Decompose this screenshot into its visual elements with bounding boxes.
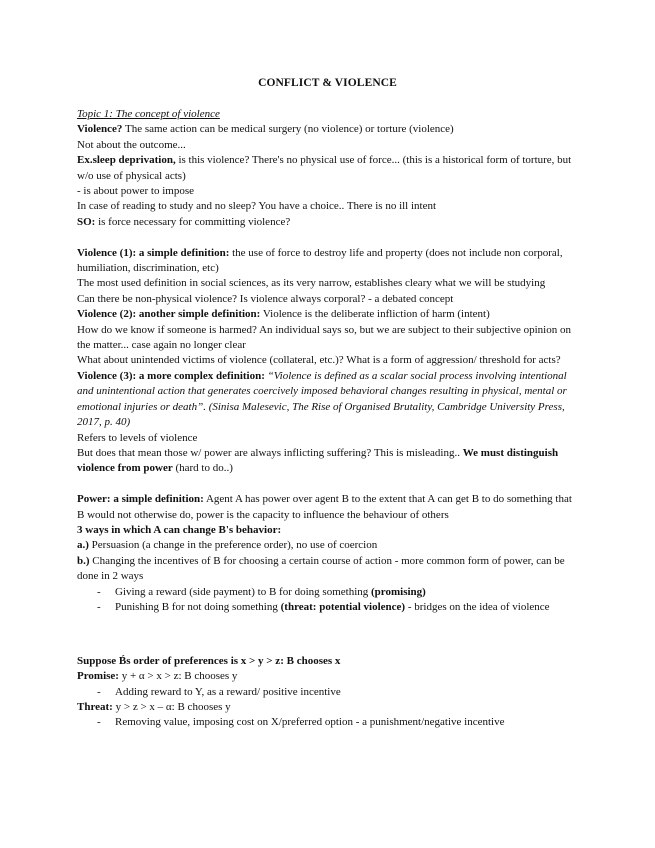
line-text: Punishing B for not doing something [115, 600, 281, 613]
bold-term: Suppose B́s order of preferences is x > y > z: B chooses x [77, 654, 341, 667]
definition-1 [77, 246, 577, 277]
list-item-text: Removing value, imposing cost on X/preferred option - a punishment/negative incentive [115, 716, 505, 729]
paragraph-line: - is about power to impose [77, 185, 195, 198]
definition-3 [77, 369, 577, 431]
line-text: Changing the incentives of B for choosing a certain course of action - more common form of power, can be done in 2 ways [77, 554, 565, 583]
power-definition [77, 492, 577, 523]
list-item [97, 585, 577, 600]
bold-term: Violence (1): a simple definition: [77, 246, 230, 259]
bullet-dash: - [97, 685, 101, 698]
paragraph-line: Can there be non-physical violence? Is violence always corporal? - a debated concept [77, 292, 454, 305]
bold-term: Promise: [77, 670, 119, 683]
bold-term: Threat: [77, 700, 113, 713]
line-text: is this violence? There's no physical use of force... (this is a historical form of torture, but w/o use of physical acts) [77, 154, 572, 182]
paragraph-line: Not about the outcome... [77, 138, 186, 151]
preferences-heading [77, 654, 577, 669]
spacer [77, 615, 577, 638]
ways-heading [77, 523, 577, 538]
line-text: But does that mean those w/ power are always inflicting suffering? This is misleading.. [77, 446, 463, 459]
paragraph-line [77, 215, 577, 230]
line-text: y > z > x – α: B chooses y [112, 700, 231, 713]
document-title: CONFLICT & VIOLENCE [258, 77, 397, 89]
list-item [97, 685, 577, 700]
paragraph-line: How do we know if someone is harmed? An individual says so, but we are subject to their subjective opinion on the matter... case again no longer clear [77, 323, 571, 352]
line-text: y + α > x > z: B chooses y [118, 670, 238, 683]
bold-term: (promising) [371, 585, 426, 598]
bold-term: b.) [77, 554, 90, 567]
bullet-dash: - [97, 600, 101, 613]
line-text: Persuasion (a change in the preference order), no use of coercion [88, 539, 378, 552]
spacer [77, 230, 577, 245]
document-body [77, 107, 577, 731]
quote-text: “Violence is defined as a scalar social process involving intentional and unintentional action that generates coercively imposed behavioral changes resulting in physical, mental or emotional injuries or death”. (Sinisa Malesevic, The Rise of Organised Brutality, Cambridge University Press, 2017, p. 40) [77, 369, 567, 429]
list-item [97, 600, 577, 615]
bold-term: Violence? [77, 123, 123, 136]
line-text: Agent A has power over agent B to the extent that A can get B to do something that B would not otherwise do, power is the capacity to influence the behaviour of others [77, 493, 572, 521]
bold-term: We must distinguish violence from power [77, 446, 559, 475]
bold-term: 3 ways in which A can change B's behavior: [77, 523, 282, 536]
bold-term: Violence (3): a more complex definition: [77, 369, 265, 382]
paragraph-line: The most used definition in social sciences, as its very narrow, establishes cleary what we will be studying [77, 277, 546, 290]
line-text: Violence is the deliberate infliction of harm (intent) [260, 308, 490, 321]
line-text: Giving a reward (side payment) to B for doing something [115, 585, 372, 598]
line-text: is force necessary for committing violence? [95, 215, 291, 228]
way-b [77, 554, 577, 585]
list-item-text [115, 585, 577, 600]
threat-line [77, 700, 577, 715]
bullet-dash: - [97, 585, 101, 598]
definition-2 [77, 307, 577, 322]
list-item-text [115, 600, 577, 615]
bullet-dash: - [97, 716, 101, 729]
paragraph-line [77, 446, 577, 477]
paragraph-line: What about unintended victims of violence (collateral, etc.)? What is a form of aggression/ threshold for acts? [77, 354, 561, 367]
bold-term: a.) [77, 539, 89, 552]
bold-term: Ex.sleep deprivation, [77, 154, 176, 167]
way-a [77, 538, 577, 553]
bold-term: (threat: potential violence) [280, 600, 406, 613]
promise-line [77, 669, 577, 684]
paragraph-line [77, 153, 577, 184]
line-text: - bridges on the idea of violence [405, 600, 550, 613]
list-item [97, 715, 577, 730]
bold-term: Power: a simple definition: [77, 493, 204, 506]
bold-term: Violence (2): another simple definition: [77, 308, 261, 321]
spacer [77, 638, 577, 653]
paragraph-line: In case of reading to study and no sleep? You have a choice.. There is no ill intent [77, 200, 437, 213]
list-item-text: Adding reward to Y, as a reward/ positive incentive [115, 685, 341, 698]
paragraph-line: Refers to levels of violence [77, 431, 198, 444]
bold-term: SO: [77, 215, 96, 228]
line-text: The same action can be medical surgery (no violence) or torture (violence) [122, 123, 454, 136]
line-text: the use of force to destroy life and property (does not include non corporal, humiliation, discrimination, etc) [77, 246, 563, 275]
paragraph-line [77, 122, 577, 137]
line-text: (hard to do..) [172, 462, 233, 475]
spacer [77, 477, 577, 492]
topic-heading: Topic 1: The concept of violence [77, 108, 220, 120]
